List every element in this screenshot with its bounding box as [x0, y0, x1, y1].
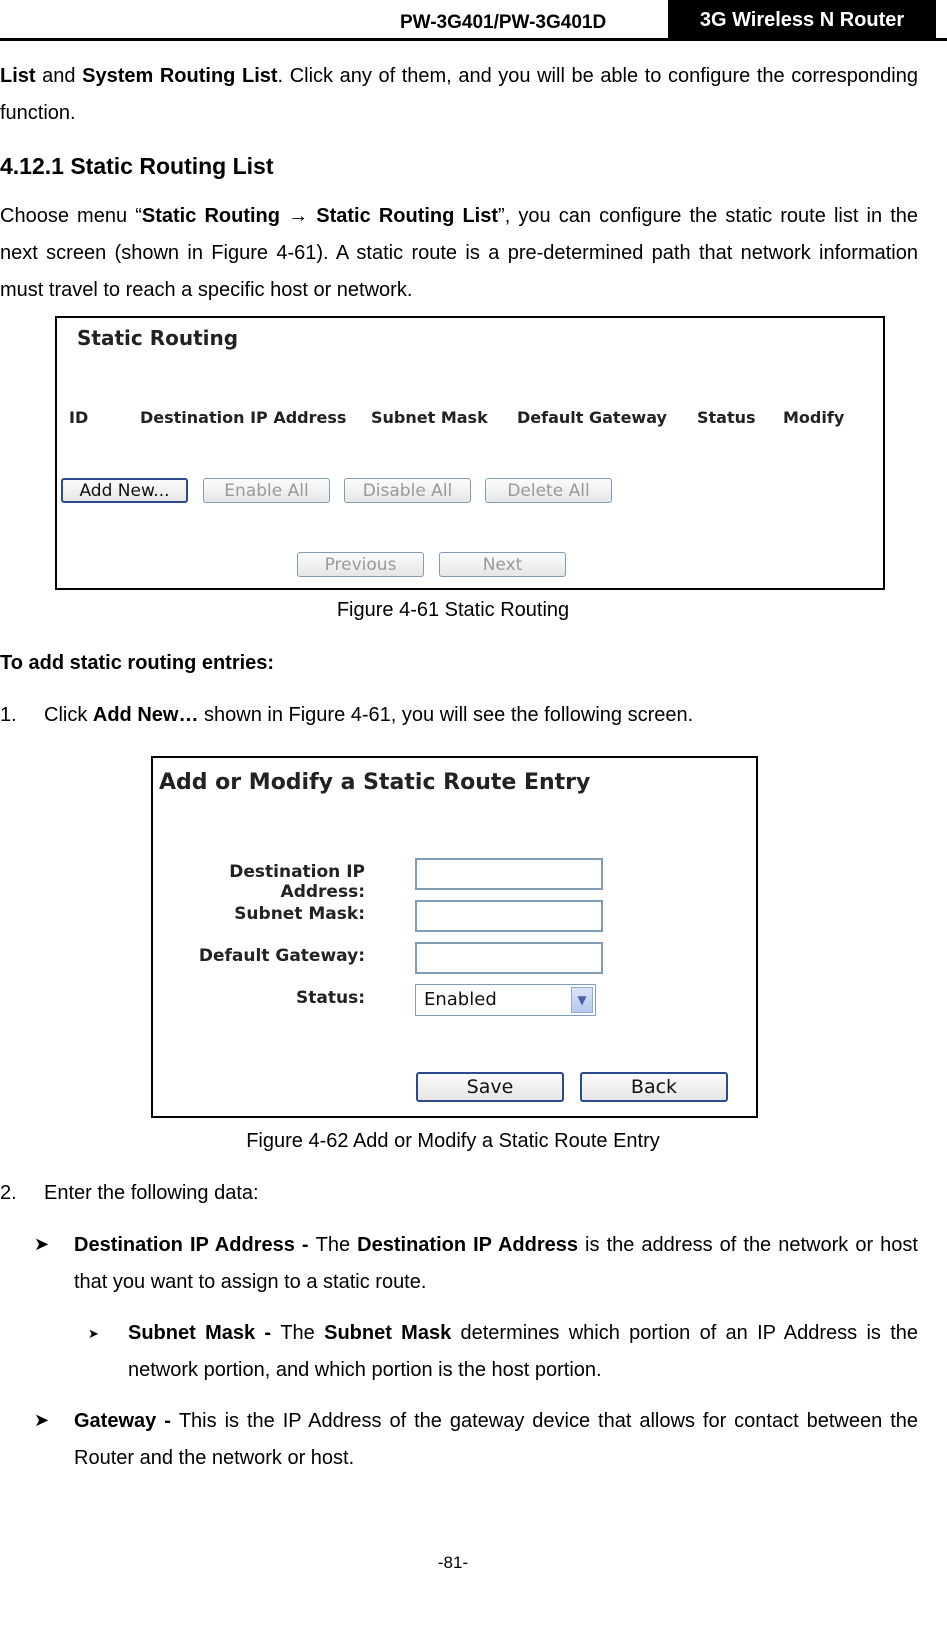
step-1-prefix: Click	[44, 704, 93, 726]
chevron-down-icon[interactable]: ▼	[571, 987, 593, 1013]
figure-static-routing	[55, 316, 885, 590]
intro-paragraph	[0, 58, 918, 132]
default-gateway-input[interactable]	[415, 942, 603, 974]
column-default-gateway: Default Gateway	[517, 408, 667, 427]
bullet-3-text: This is the IP Address of the gateway device that allows for contact between the Router and the network or host.	[74, 1410, 918, 1469]
column-status: Status	[697, 408, 756, 427]
status-select[interactable]	[415, 984, 596, 1016]
bullet-arrow-icon: ➤	[34, 1410, 50, 1430]
header-product-tab: 3G Wireless N Router	[668, 0, 936, 40]
step-1-suffix: shown in Figure 4-61, you will see the following screen.	[198, 704, 694, 726]
subnet-mask-input[interactable]	[415, 900, 603, 932]
destination-ip-label: Destination IP Address:	[229, 862, 365, 902]
section-heading: 4.12.1 Static Routing List	[0, 153, 274, 179]
column-id: ID	[69, 408, 89, 427]
delete-all-button[interactable]: Delete All	[485, 478, 612, 503]
add-route-title: Add or Modify a Static Route Entry	[159, 770, 591, 795]
next-button[interactable]: Next	[439, 552, 566, 577]
add-new-button[interactable]: Add New...	[61, 478, 188, 503]
bullet-1-text: is the address of the network or host that you want to assign to a static route.	[74, 1234, 918, 1293]
step-1-number: 1.	[0, 704, 17, 726]
section-paragraph-rest: ”, you can configure the static route list in the next screen (shown in Figure 4-61). A static route is a pre-determined path that network information must travel to reach a specific host or network.	[0, 205, 918, 301]
column-destination-ip: Destination IP Address	[140, 408, 347, 427]
intro-rest: . Click any of them, and you will be able to configure the corresponding function.	[0, 65, 918, 124]
header-rule	[0, 38, 947, 41]
step-2-text: Enter the following data:	[44, 1182, 259, 1204]
bullet-1-pre: The	[315, 1234, 358, 1256]
default-gateway-label: Default Gateway:	[198, 946, 365, 966]
bullet-small-arrow-icon: ➤	[88, 1326, 99, 1341]
bullet-2-term: Subnet Mask	[324, 1322, 452, 1344]
column-subnet-mask: Subnet Mask	[371, 408, 488, 427]
bullet-subnet-mask	[128, 1315, 918, 1389]
figure-61-caption: Figure 4-61 Static Routing	[336, 599, 570, 621]
page-number: -81-	[437, 1553, 469, 1572]
static-routing-title: Static Routing	[77, 326, 239, 350]
figure-add-static-route	[151, 756, 758, 1118]
enable-all-button[interactable]: Enable All	[203, 478, 330, 503]
bullet-3-label: Gateway -	[74, 1410, 179, 1432]
column-modify: Modify	[783, 408, 845, 427]
menu-path: Static Routing → Static Routing List	[141, 205, 499, 227]
figure-62-caption: Figure 4-62 Add or Modify a Static Route Entry	[246, 1130, 660, 1152]
bullet-2-label: Subnet Mask -	[128, 1322, 281, 1344]
previous-button[interactable]: Previous	[297, 552, 424, 577]
bullet-arrow-icon: ➤	[34, 1234, 50, 1254]
step-2-number: 2.	[0, 1182, 17, 1204]
step-1-add-new: Add New…	[92, 704, 199, 726]
bullet-1-label: Destination IP Address -	[74, 1234, 316, 1256]
steps-heading: To add static routing entries:	[0, 652, 275, 674]
menu-path-prefix: Choose menu “	[0, 205, 142, 227]
header-model: PW-3G401/PW-3G401D	[400, 12, 607, 33]
intro-system-routing-list: System Routing List	[82, 65, 278, 87]
intro-and-word: and	[42, 65, 76, 87]
status-label: Status:	[296, 988, 365, 1008]
subnet-mask-label: Subnet Mask:	[234, 904, 365, 924]
disable-all-button[interactable]: Disable All	[344, 478, 471, 503]
bullet-2-text: determines which portion of an IP Address is the network portion, and which portion is the host portion.	[128, 1322, 919, 1381]
destination-ip-input[interactable]	[415, 858, 603, 890]
step-1-text	[44, 704, 693, 727]
bullet-destination-ip	[74, 1227, 918, 1301]
bullet-2-pre: The	[280, 1322, 325, 1344]
section-paragraph	[0, 198, 918, 309]
intro-list-word: List	[0, 65, 36, 87]
status-select-value: Enabled	[424, 989, 497, 1010]
bullet-1-term: Destination IP Address	[357, 1234, 578, 1256]
back-button[interactable]: Back	[580, 1072, 728, 1102]
bullet-gateway	[74, 1403, 918, 1477]
save-button[interactable]: Save	[416, 1072, 564, 1102]
